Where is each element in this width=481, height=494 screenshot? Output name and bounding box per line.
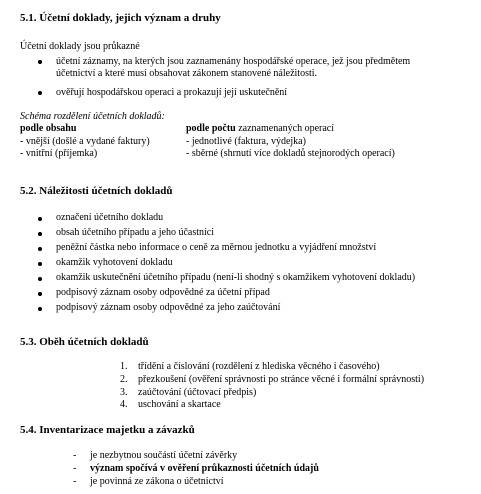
bullet-text: označení účetního dokladu: [56, 212, 164, 223]
dash-icon: -: [73, 476, 77, 487]
numbered-item-text: uschování a skartace: [138, 399, 221, 410]
bullet-icon: [38, 232, 42, 236]
numbered-item-text: přezkoušení (ověření správnosti po stránce věcné i formální správnosti): [138, 374, 425, 385]
column-heading-count: [186, 123, 334, 135]
dash-item-text: je povinná ze zákona o účetnictví: [90, 476, 224, 487]
bullet-text: účetní záznamy, na kterých jsou zaznamenány hospodářské operace, jež jsou předmětem: [56, 56, 411, 67]
bullet-text: obsah účetního případu a jeho účastníci: [56, 227, 215, 238]
column-heading-content: podle obsahu: [20, 123, 77, 134]
bullet-text-continuation: účetnictví a které musí obsahovat zákonem stanovené náležitosti.: [56, 68, 318, 79]
numbered-item-number: 4.: [120, 399, 128, 410]
numbered-item-number: 1.: [120, 361, 128, 372]
bullet-text: peněžní částka nebo informace o ceně za měrnou jednotku a vyjádření množství: [56, 242, 377, 253]
schema-title: Schéma rozdělení účetních dokladů:: [20, 111, 165, 122]
numbered-item-number: 3.: [120, 387, 128, 398]
bullet-icon: [38, 307, 42, 311]
bullet-icon: [38, 60, 42, 64]
dash-icon: -: [73, 463, 77, 474]
column-heading-count-rest: zaznamenaných operací: [235, 123, 335, 134]
list-item: - vnější (došlé a vydané faktury): [20, 136, 150, 147]
bullet-icon: [38, 217, 42, 221]
bullet-icon: [38, 247, 42, 251]
section-heading-5-4: 5.4. Inventarizace majetku a závazků: [20, 424, 195, 436]
bullet-icon: [38, 91, 42, 95]
numbered-item-text: třídění a číslování (rozdělení z hlediska věcného i časového): [138, 361, 380, 372]
bullet-text: ověřují hospodářskou operaci a prokazují její uskutečnění: [56, 87, 288, 98]
dash-icon: -: [73, 450, 77, 461]
bullet-text: okamžik uskutečnění účetního případu (není-li shodný s okamžikem vyhotovení dokladu): [56, 272, 416, 283]
bullet-icon: [38, 262, 42, 266]
dash-item-text: je nezbytnou součástí účetní závěrky: [90, 450, 238, 461]
list-item: - sběrné (shrnutí více dokladů stejnorodých operací): [186, 148, 395, 159]
dash-item-text-bold: význam spočívá v ověření průkaznosti účetních údajů: [90, 463, 319, 474]
intro-text: Účetní doklady jsou průkazné: [20, 41, 140, 52]
bullet-text: podpisový záznam osoby odpovědné za jeho zaúčtování: [56, 302, 281, 313]
bullet-icon: [38, 277, 42, 281]
bullet-text: podpisový záznam osoby odpovědné za účetní případ: [56, 287, 270, 298]
numbered-item-number: 2.: [120, 374, 128, 385]
section-heading-5-2: 5.2. Náležitosti účetních dokladů: [20, 185, 173, 197]
list-item: - jednotlivé (faktura, výdejka): [186, 136, 306, 147]
list-item: - vnitřní (příjemka): [20, 148, 98, 159]
column-heading-count-bold: podle počtu: [186, 123, 236, 134]
numbered-item-text: zaúčtování (účtovací předpis): [138, 387, 257, 398]
bullet-icon: [38, 292, 42, 296]
bullet-text: okamžik vyhotovení dokladu: [56, 257, 173, 268]
section-heading-5-1: 5.1. Účetní doklady, jejich význam a druhy: [20, 12, 221, 24]
section-heading-5-3: 5.3. Oběh účetních dokladů: [20, 336, 149, 348]
